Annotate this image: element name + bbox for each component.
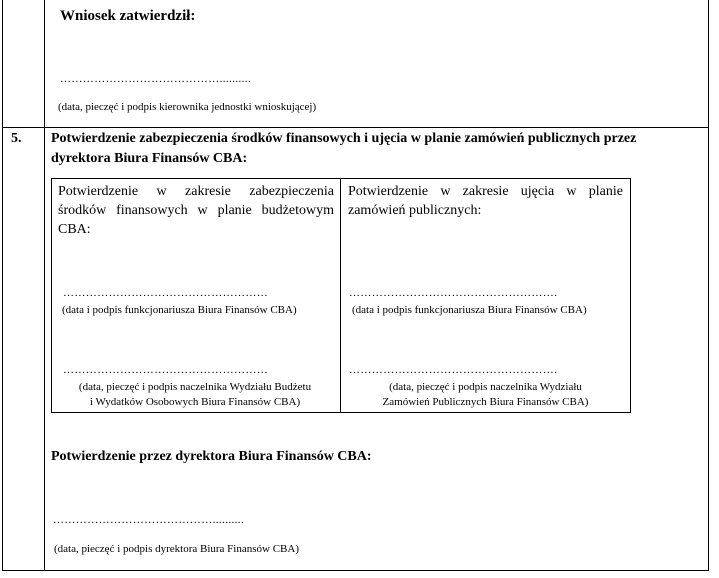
approval-heading: Wniosek zatwierdził:	[60, 8, 196, 24]
procurement-officer-caption: (data i podpis funkcjonariusza Biura Finansów CBA)	[352, 304, 587, 316]
procurement-confirmation-text-line1: Potwierdzenie w zakresie ujęcia w planie	[348, 184, 623, 199]
budget-head-caption-line1: (data, pieczęć i podpis naczelnika Wydziału Budżetu	[78, 381, 312, 393]
budget-head-caption-line2: i Wydatków Osobowych Biura Finansów CBA)	[89, 396, 301, 408]
procurement-head-caption-line2: Zamówień Publicznych Biura Finansów CBA)	[382, 396, 589, 408]
budget-confirmation-text-line1: Potwierdzenie w zakresie zabezpieczenia	[58, 184, 334, 199]
approval-signature-caption: (data, pieczęć i podpis kierownika jednostki wnioskującej)	[58, 101, 317, 113]
table-border-right	[708, 0, 709, 571]
table-border-left	[2, 0, 3, 571]
section-number: 5.	[11, 131, 22, 146]
budget-confirmation-text-line2: środków finansowych w planie budżetowym	[58, 203, 334, 218]
procurement-head-caption-line1: (data, pieczęć i podpis naczelnika Wydziału	[389, 381, 582, 393]
budget-head-caption	[54, 380, 336, 410]
table-border-bottom	[2, 570, 709, 571]
budget-confirmation-text-line3: CBA:	[58, 222, 91, 237]
confirmation-table-divider	[340, 178, 341, 413]
director-signature-dots: ……………………………………..........	[53, 514, 245, 526]
procurement-confirmation-text-line2: zamówień publicznych:	[348, 203, 482, 218]
director-heading: Potwierdzenie przez dyrektora Biura Finansów CBA:	[51, 449, 372, 464]
section-heading-line2: dyrektora Biura Finansów CBA:	[51, 151, 248, 166]
budget-confirmation-cell	[58, 182, 334, 239]
budget-officer-dots: ………………………………………………	[63, 287, 269, 299]
procurement-confirmation-cell	[348, 182, 623, 220]
row-divider	[2, 127, 709, 128]
budget-officer-caption: (data i podpis funkcjonariusza Biura Finansów CBA)	[62, 304, 297, 316]
section-heading-line1: Potwierdzenie zabezpieczenia środków finansowych i ujęcia w planie zamówień publicznych przez	[51, 131, 637, 146]
table-column-divider	[44, 0, 45, 571]
procurement-head-caption	[342, 380, 629, 410]
budget-head-dots: ………………………………………………	[63, 364, 269, 376]
director-signature-caption: (data, pieczęć i podpis dyrektora Biura Finansów CBA)	[54, 543, 299, 555]
procurement-officer-dots: ……………………………………………….	[349, 287, 558, 299]
approval-signature-dots: ……………………………………..........	[60, 73, 252, 85]
procurement-head-dots: ……………………………………………….	[349, 364, 558, 376]
